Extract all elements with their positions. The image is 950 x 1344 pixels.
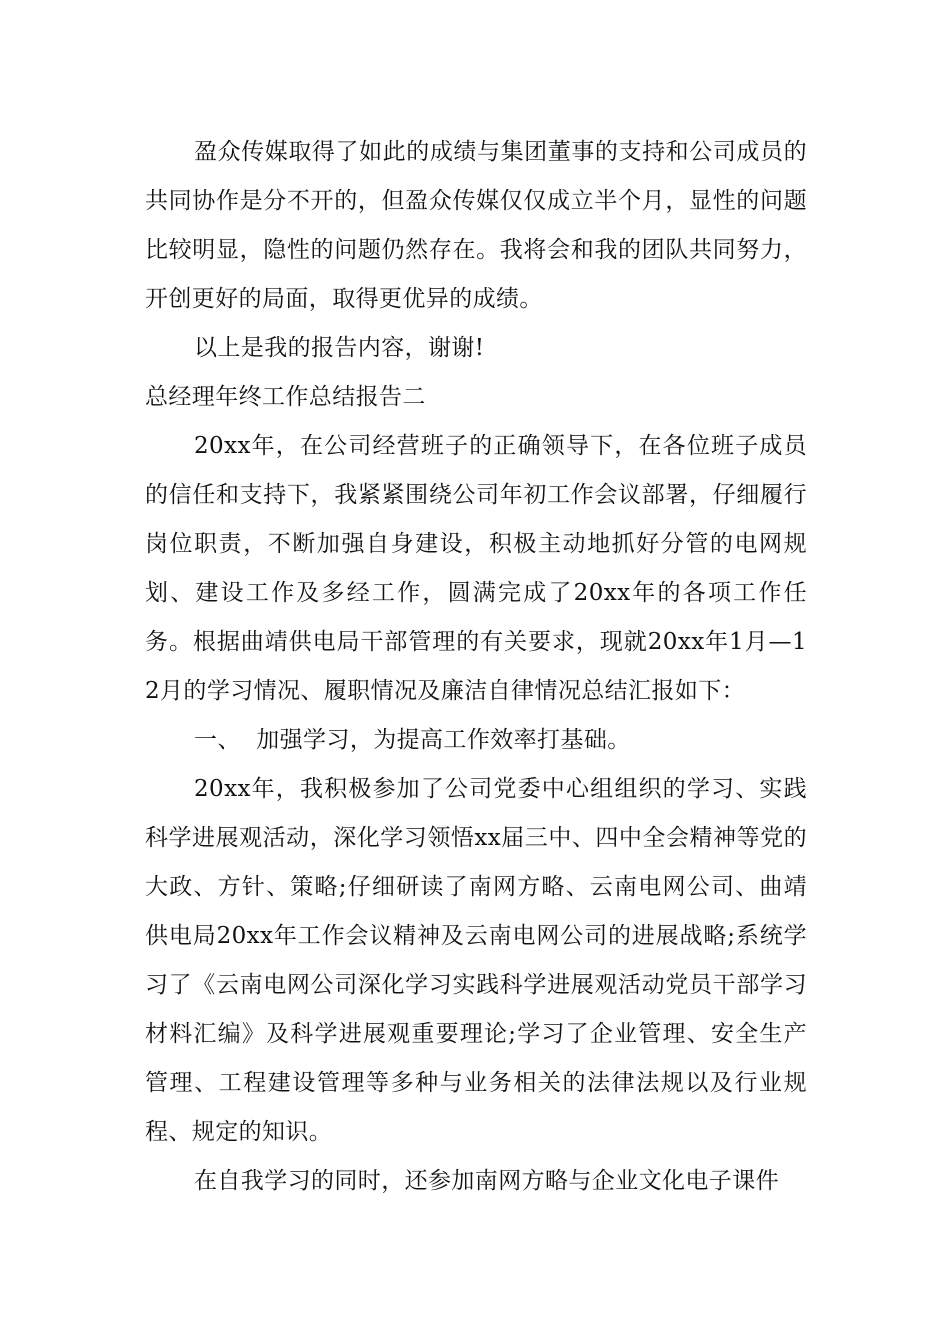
section-heading: 总经理年终工作总结报告二	[145, 384, 426, 410]
paragraph-continued: 在自我学习的同时，还参加南网方略与企业文化电子课件	[194, 1168, 779, 1194]
paragraph-thanks: 以上是我的报告内容，谢谢!	[194, 335, 485, 361]
document-body	[145, 128, 807, 1206]
list-item-heading-1: 一、 加强学习，为提高工作效率打基础。	[194, 727, 631, 753]
paragraph-study: 20xx年，我积极参加了公司党委中心组组织的学习、实践科学进展观活动，深化学习领悟xx届三中、四中全会精神等党的大政、方针、策略;仔细研读了南网方略、云南电网公司、曲靖供电局20xx年工作会议精神及云南电网公司的进展战略;系统学习了《云南电网公司深化学习实践科学进展观活动党员干部学习材料汇编》及科学进展观重要理论;学习了企业管理、安全生产管理、工程建设管理等多种与业务相关的法律法规以及行业规程、规定的知识。	[145, 776, 807, 1145]
paragraph-conclusion: 盈众传媒取得了如此的成绩与集团董事的支持和公司成员的共同协作是分不开的，但盈众传媒仅仅成立半个月，显性的问题比较明显，隐性的问题仍然存在。我将会和我的团队共同努力，开创更好的局面，取得更优异的成绩。	[145, 139, 807, 312]
paragraph-intro: 20xx年，在公司经营班子的正确领导下，在各位班子成员的信任和支持下，我紧紧围绕公司年初工作会议部署，仔细履行岗位职责，不断加强自身建设，积极主动地抓好分管的电网规划、建设工作及多经工作，圆满完成了20xx年的各项工作任务。根据曲靖供电局干部管理的有关要求，现就20xx年1月—12月的学习情况、履职情况及廉洁自律情况总结汇报如下：	[145, 433, 807, 704]
